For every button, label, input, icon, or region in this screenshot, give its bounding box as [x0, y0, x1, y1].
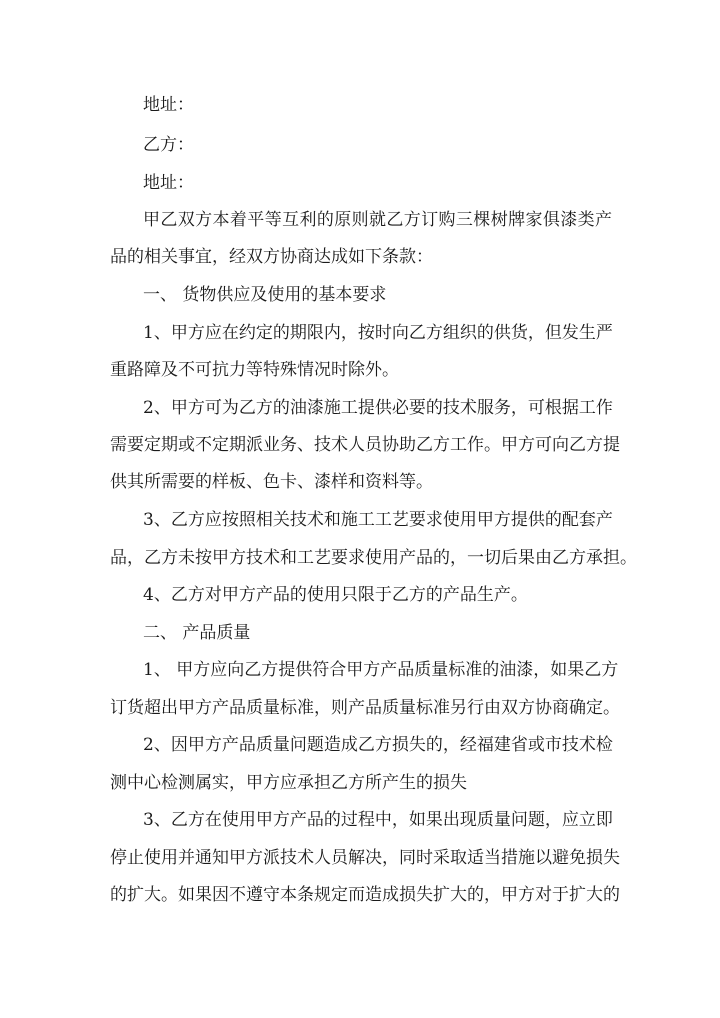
address-a-label: 地址： — [143, 95, 194, 115]
clause-1-2-line: 需要定期或不定期派业务、技术人员协助乙方工作。甲方可向乙方提 — [110, 435, 620, 455]
clause-1-3-line: 3、乙方应按照相关技术和施工工艺要求使用甲方提供的配套产 — [143, 510, 613, 530]
clause-2-2-line: 测中心检测属实，甲方应承担乙方所产生的损失 — [110, 773, 467, 793]
clause-2-1-line: 订货超出甲方产品质量标准，则产品质量标准另行由双方协商确定。 — [110, 698, 620, 718]
section-heading-2: 二、 产品质量 — [143, 623, 251, 643]
clause-1-4-line: 4、乙方对甲方产品的使用只限于乙方的产品生产。 — [143, 585, 528, 605]
clause-2-3-line: 的扩大。如果因不遵守本条规定而造成损失扩大的，甲方对于扩大的 — [110, 885, 620, 905]
clause-1-1-line: 重路障及不可抗力等特殊情况时除外。 — [110, 360, 399, 380]
clause-2-1-line: 1、 甲方应向乙方提供符合甲方产品质量标准的油漆，如果乙方 — [143, 660, 619, 680]
intro-paragraph-line: 品的相关事宜，经双方协商达成如下条款： — [110, 247, 433, 267]
clause-1-1-line: 1、甲方应在约定的期限内，按时向乙方组织的供货，但发生严 — [143, 323, 613, 343]
clause-1-3-line: 品，乙方未按甲方技术和工艺要求使用产品的，一切后果由乙方承担。 — [110, 548, 637, 568]
clause-2-3-line: 3、乙方在使用甲方产品的过程中，如果出现质量问题，应立即 — [143, 810, 613, 830]
intro-paragraph-line: 甲乙双方本着平等互利的原则就乙方订购三棵树牌家俱漆类产 — [143, 210, 612, 230]
clause-1-2-line: 2、甲方可为乙方的油漆施工提供必要的技术服务，可根据工作 — [143, 398, 613, 418]
address-b-label: 地址： — [143, 173, 194, 193]
party-b-label: 乙方： — [143, 135, 194, 155]
clause-2-2-line: 2、因甲方产品质量问题造成乙方损失的，经福建省或市技术检 — [143, 735, 613, 755]
clause-1-2-line: 供其所需要的样板、色卡、漆样和资料等。 — [110, 472, 433, 492]
clause-2-3-line: 停止使用并通知甲方派技术人员解决，同时采取适当措施以避免损失 — [110, 848, 620, 868]
section-heading-1: 一、 货物供应及使用的基本要求 — [143, 285, 387, 305]
